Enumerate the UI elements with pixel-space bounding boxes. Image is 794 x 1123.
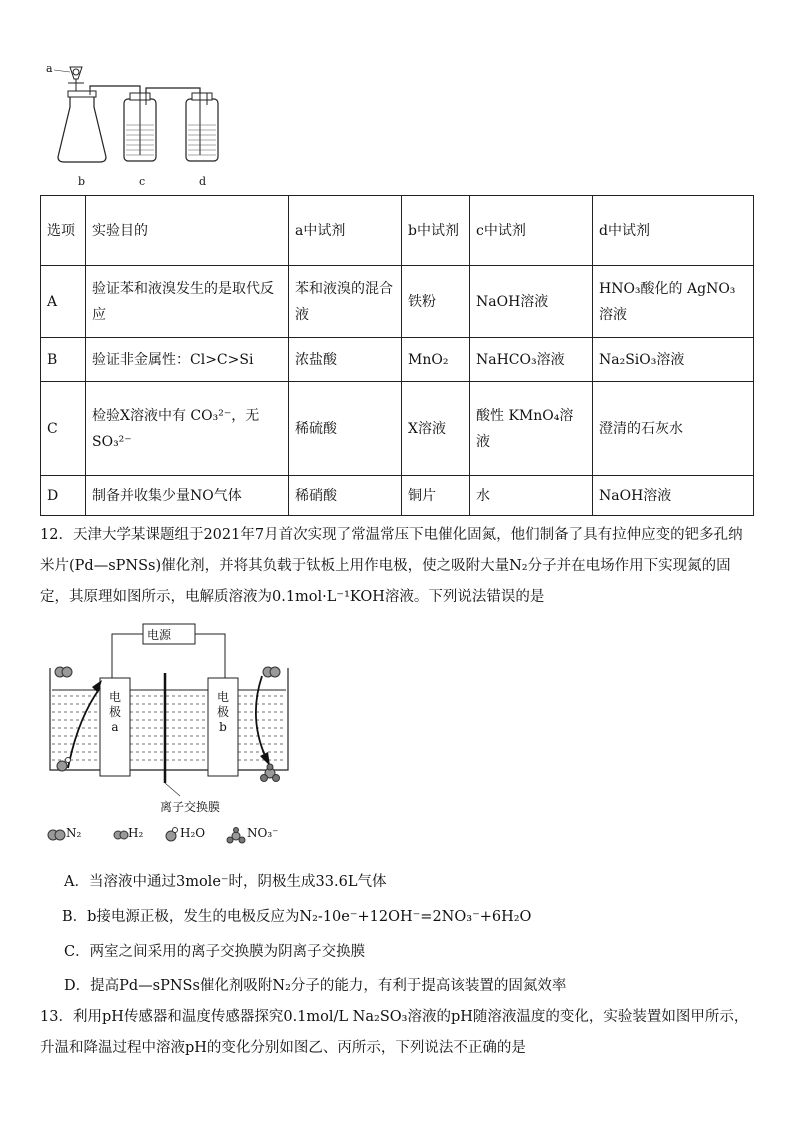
header-cell: c中试剂: [470, 196, 593, 266]
cell-purpose: 制备并收集少量NO气体: [86, 476, 289, 516]
q12-option-d: D．提高Pd—sPNSs催化剂吸附N₂分子的能力，有利于提高该装置的固氮效率: [64, 978, 567, 994]
table-header-row: [41, 196, 754, 266]
q12-option-b: B．b接电源正极，发生的电极反应为N₂-10e⁻+12OH⁻=2NO₃⁻+6H₂O: [62, 909, 532, 925]
power-label: 电源: [147, 628, 172, 642]
q12-stem: 12．天津大学某课题组于2021年7月首次实现了常温常压下电催化固氮，他们制备了具有拉伸应变的钯多孔纳米片(Pd—sPNSs)催化剂，并将其负载于钛板上用作电极，使之吸附大量N₂分子并在电场作用下实现氮的固定，其原理如图所示，电解质溶液为0.1mol·L⁻¹KOH溶液。下列说法错误的是: [40, 527, 743, 605]
cell-d: Na₂SiO₃溶液: [593, 338, 754, 382]
legend-no3: NO₃⁻: [247, 826, 279, 840]
electrolysis-diagram: [40, 618, 300, 818]
cell-b: 铜片: [402, 476, 470, 516]
cell-c: 酸性 KMnO₄溶液: [470, 382, 593, 476]
cell-a: 苯和液溴的混合液: [289, 266, 402, 338]
legend-h2: H₂: [128, 826, 144, 840]
cell-b: X溶液: [402, 382, 470, 476]
table-row: [41, 338, 754, 382]
legend-n2: N₂: [66, 826, 82, 840]
table-row: [41, 382, 754, 476]
cell-c: 水: [470, 476, 593, 516]
cell-purpose: 验证苯和液溴发生的是取代反应: [86, 266, 289, 338]
label-b: b: [78, 175, 86, 188]
cell-b: 铁粉: [402, 266, 470, 338]
cell-a: 浓盐酸: [289, 338, 402, 382]
electrode-b-label: 电 极 b: [216, 690, 229, 734]
header-cell: 实验目的: [86, 196, 289, 266]
cell-option: B: [41, 338, 86, 382]
q12-option-c: C．两室之间采用的离子交换膜为阴离子交换膜: [64, 944, 366, 960]
cell-purpose: 检验X溶液中有 CO₃²⁻，无 SO₃²⁻: [86, 382, 289, 476]
legend-h2o: H₂O: [180, 826, 206, 840]
cell-a: 稀硫酸: [289, 382, 402, 476]
label-a: a: [46, 62, 53, 75]
cell-c: NaHCO₃溶液: [470, 338, 593, 382]
q13-stem: 13．利用pH传感器和温度传感器探究0.1mol/L Na₂SO₃溶液的pH随溶液温度的变化，实验装置如图甲所示，升温和降温过程中溶液pH的变化分别如图乙、丙所示，下列说法不正确的是: [40, 1009, 749, 1056]
header-cell: d中试剂: [593, 196, 754, 266]
electrode-a-label: 电 极 a: [108, 690, 121, 734]
cell-option: D: [41, 476, 86, 516]
cell-purpose: 验证非金属性：Cl>C>Si: [86, 338, 289, 382]
apparatus-diagram: [40, 55, 240, 190]
header-cell: 选项: [41, 196, 86, 266]
label-d: d: [199, 175, 207, 188]
options-table: [40, 195, 754, 516]
table-row: [41, 266, 754, 338]
cell-d: 澄清的石灰水: [593, 382, 754, 476]
header-cell: a中试剂: [289, 196, 402, 266]
cell-a: 稀硝酸: [289, 476, 402, 516]
label-c: c: [139, 175, 146, 188]
header-cell: b中试剂: [402, 196, 470, 266]
membrane-label: 离子交换膜: [160, 800, 221, 814]
cell-option: C: [41, 382, 86, 476]
cell-option: A: [41, 266, 86, 338]
table-row: [41, 476, 754, 516]
q12-option-a: A．当溶液中通过3mole⁻时，阴极生成33.6L气体: [64, 874, 387, 890]
cell-c: NaOH溶液: [470, 266, 593, 338]
cell-d: NaOH溶液: [593, 476, 754, 516]
cell-b: MnO₂: [402, 338, 470, 382]
cell-d: HNO₃酸化的 AgNO₃溶液: [593, 266, 754, 338]
